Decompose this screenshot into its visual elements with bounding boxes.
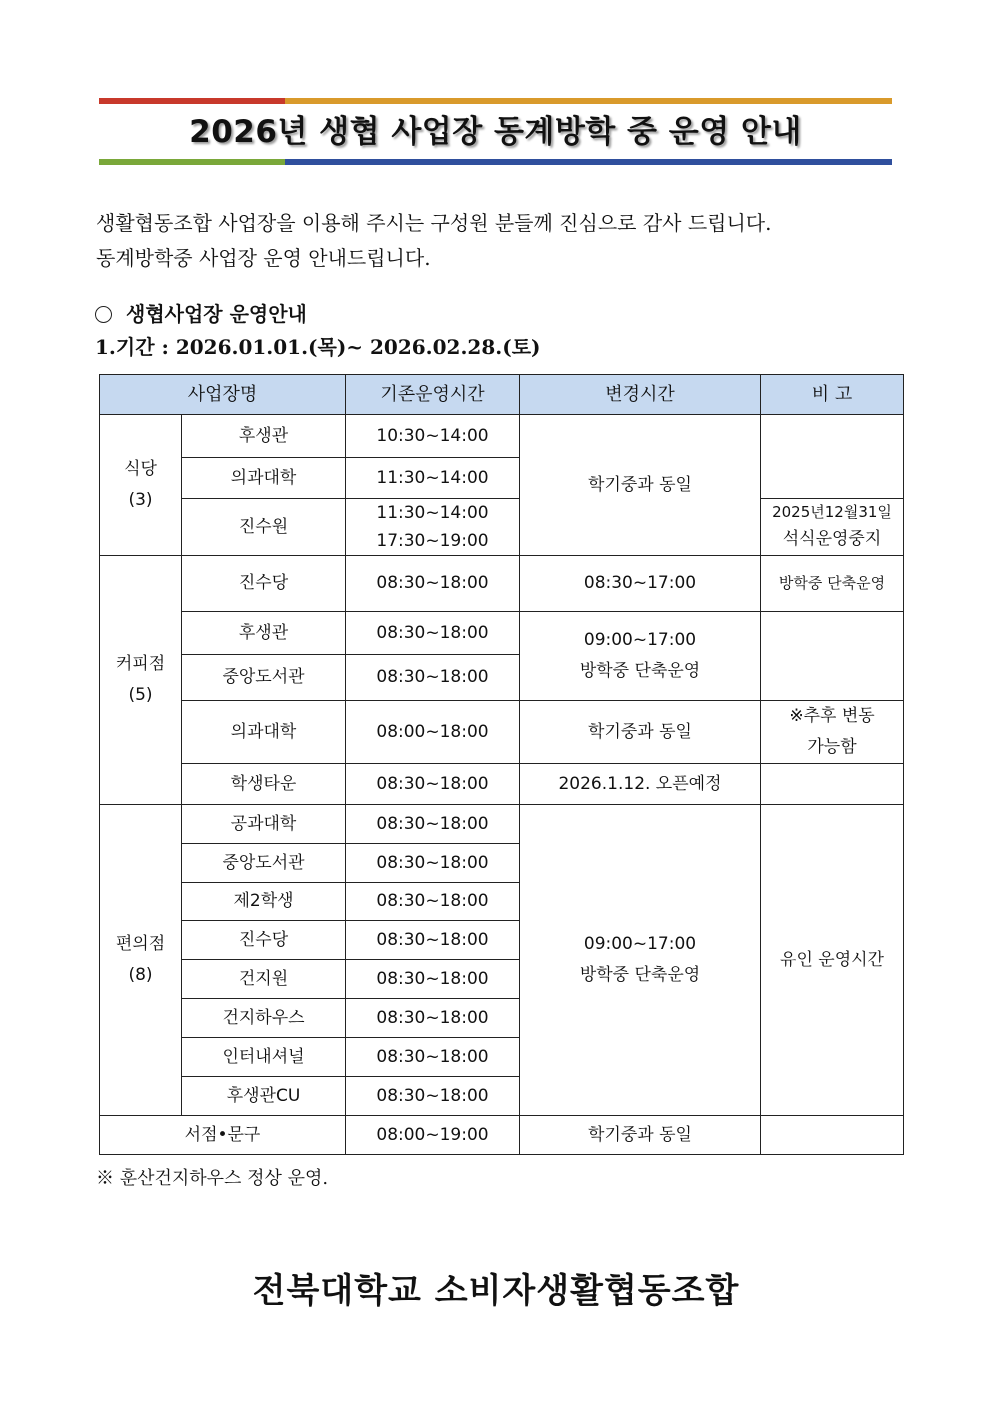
remarks: [761, 499, 904, 556]
store-name: 의과대학: [182, 458, 346, 499]
changed-hours: 2026.1.12. 오픈예정: [520, 764, 761, 805]
period-text: 1.기간 : 2026.01.01.(목)~ 2026.02.28.(토): [95, 335, 541, 359]
table-row: [100, 499, 904, 556]
category-label: 편의점: [115, 934, 166, 954]
section-heading: [95, 298, 307, 327]
table-row: [100, 805, 904, 844]
store-name: 의과대학: [182, 701, 346, 764]
category-cafeteria: [100, 415, 182, 556]
original-hours: 11:30~14:00: [346, 458, 520, 499]
original-hours-lunch: 11:30~14:00: [376, 503, 489, 523]
table-row: [100, 1116, 904, 1155]
original-hours: 08:30~18:00: [346, 844, 520, 883]
original-hours: 08:00~18:00: [346, 701, 520, 764]
table-row: [100, 415, 904, 458]
table-row: [100, 701, 904, 764]
section-heading-text: 생협사업장 운영안내: [126, 302, 307, 326]
category-count: (8): [128, 965, 153, 985]
category-count: (5): [128, 685, 153, 705]
remarks-empty: [761, 1116, 904, 1155]
original-hours: 08:30~18:00: [346, 999, 520, 1038]
original-hours: 08:30~18:00: [346, 612, 520, 655]
category-count: (3): [128, 490, 153, 510]
header-remarks: 비 고: [761, 375, 904, 415]
changed-hours: 학기중과 동일: [520, 701, 761, 764]
changed-hours-time: 09:00~17:00: [583, 630, 697, 650]
changed-hours: [520, 805, 761, 1116]
remarks-empty: [761, 612, 904, 701]
store-name: 제2학생: [182, 883, 346, 921]
remarks-text: 석식운영중지: [782, 529, 882, 549]
page-title: 2026년 생협 사업장 동계방학 중 운영 안내: [189, 114, 802, 150]
table-row: [100, 612, 904, 655]
header-changed-hours: 변경시간: [520, 375, 761, 415]
remarks: 방학중 단축운영: [761, 556, 904, 612]
remarks-date: 2025년12월31일: [772, 503, 892, 521]
title-bar-bottom-blue: [285, 159, 892, 165]
original-hours: 08:30~18:00: [346, 1077, 520, 1116]
category-label: 식당: [124, 459, 157, 479]
organization-signature: 전북대학교 소비자생활협동조합: [252, 1271, 740, 1311]
store-name: 건지원: [182, 960, 346, 999]
intro-line-2: 동계방학중 사업장 운영 안내드립니다.: [96, 246, 431, 270]
store-name: 후생관: [182, 415, 346, 458]
original-hours: [346, 499, 520, 556]
changed-hours-text: 방학중 단축운영: [579, 661, 701, 681]
category-label: 커피점: [115, 654, 166, 674]
store-name: 인터내셔널: [182, 1038, 346, 1077]
header-store-name: 사업장명: [100, 375, 346, 415]
title-bar-top-red: [99, 98, 285, 104]
title-bar-top-orange: [285, 98, 892, 104]
original-hours: 08:30~18:00: [346, 921, 520, 960]
original-hours: 08:30~18:00: [346, 883, 520, 921]
original-hours: 08:30~18:00: [346, 655, 520, 701]
title-bar-bottom-green: [99, 159, 285, 165]
store-name: 중앙도서관: [182, 844, 346, 883]
table-row: [100, 556, 904, 612]
changed-hours: [520, 612, 761, 701]
original-hours: 08:30~18:00: [346, 805, 520, 844]
category-convenience: [100, 805, 182, 1116]
store-name: 진수당: [182, 921, 346, 960]
changed-hours: 08:30~17:00: [520, 556, 761, 612]
store-name: 후생관: [182, 612, 346, 655]
store-name: 학생타운: [182, 764, 346, 805]
original-hours: 08:30~18:00: [346, 1038, 520, 1077]
table-row: [100, 764, 904, 805]
table-header-row: [100, 375, 904, 415]
footnote: ※ 훈산건지하우스 정상 운영.: [96, 1168, 329, 1189]
original-hours: 10:30~14:00: [346, 415, 520, 458]
original-hours: 08:00~19:00: [346, 1116, 520, 1155]
header-original-hours: 기존운영시간: [346, 375, 520, 415]
title-banner: [99, 98, 892, 168]
remarks-line-1: ※추후 변동: [789, 706, 875, 726]
category-cafe: [100, 556, 182, 805]
store-name: 후생관CU: [182, 1077, 346, 1116]
original-hours: 08:30~18:00: [346, 960, 520, 999]
store-name: 진수원: [182, 499, 346, 556]
changed-hours: 학기중과 동일: [520, 415, 761, 556]
intro-paragraph: [96, 206, 771, 276]
store-name: 중앙도서관: [182, 655, 346, 701]
changed-hours-text: 방학중 단축운영: [579, 965, 701, 985]
original-hours: 08:30~18:00: [346, 764, 520, 805]
store-name-bookstore: 서점•문구: [100, 1116, 346, 1155]
store-name: 진수당: [182, 556, 346, 612]
changed-hours: 학기중과 동일: [520, 1116, 761, 1155]
store-name: 공과대학: [182, 805, 346, 844]
remarks-empty: [761, 415, 904, 499]
store-name: 건지하우스: [182, 999, 346, 1038]
remarks: [761, 701, 904, 764]
original-hours-dinner: 17:30~19:00: [376, 531, 489, 551]
remarks-line-2: 가능함: [807, 737, 857, 757]
intro-line-1: 생활협동조합 사업장을 이용해 주시는 구성원 분들께 진심으로 감사 드립니다.: [96, 211, 772, 235]
remarks-empty: [761, 764, 904, 805]
changed-hours-time: 09:00~17:00: [583, 934, 697, 954]
remarks: 유인 운영시간: [761, 805, 904, 1116]
schedule-table: [99, 374, 904, 1155]
original-hours: 08:30~18:00: [346, 556, 520, 612]
circle-bullet-icon: [95, 306, 112, 323]
